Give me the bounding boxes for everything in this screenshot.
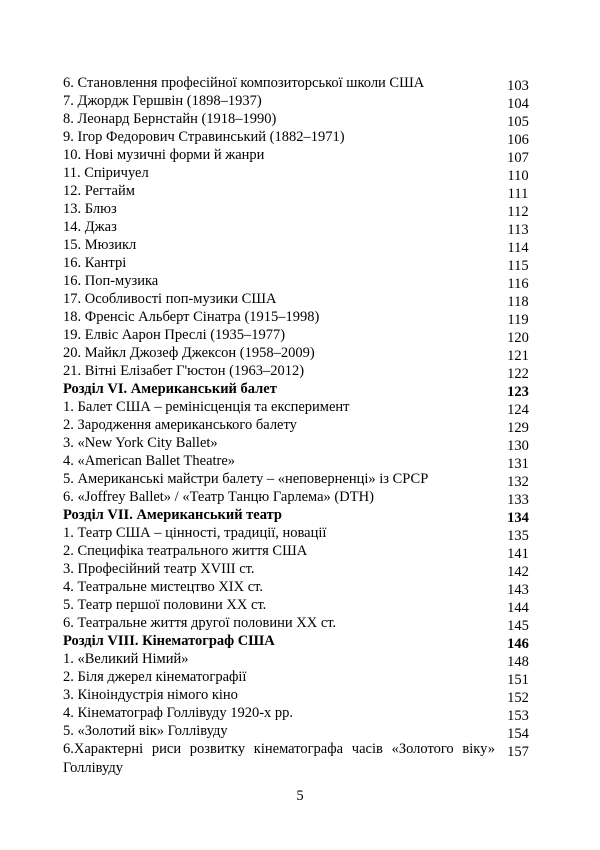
toc-entry-title: 2. Специфіка театрального життя США bbox=[63, 543, 308, 559]
toc-entry-page: 103 bbox=[507, 78, 529, 94]
toc-entry-title: 14. Джаз bbox=[63, 219, 117, 235]
toc-entry bbox=[63, 254, 537, 272]
toc-entry-page: 144 bbox=[507, 600, 529, 616]
toc-entry-page: 122 bbox=[507, 366, 529, 382]
table-of-contents bbox=[63, 74, 537, 778]
toc-entry-page: 110 bbox=[507, 168, 529, 184]
toc-entry bbox=[63, 668, 537, 686]
toc-entry bbox=[63, 272, 537, 290]
toc-entry-title: 9. Ігор Федорович Стравинський (1882–1971) bbox=[63, 129, 345, 145]
toc-entry-page: 119 bbox=[507, 312, 529, 328]
toc-entry bbox=[63, 488, 537, 506]
toc-entry-title: 17. Особливості поп-музики США bbox=[63, 291, 277, 307]
toc-entry bbox=[63, 200, 537, 218]
toc-entry bbox=[63, 326, 537, 344]
toc-entry bbox=[63, 362, 537, 380]
toc-entry-page: 131 bbox=[507, 456, 529, 472]
toc-entry-page: 153 bbox=[507, 708, 529, 724]
toc-section-heading bbox=[63, 632, 537, 650]
toc-entry-page: 133 bbox=[507, 492, 529, 508]
toc-entry-title: Розділ VI. Американський балет bbox=[63, 381, 277, 397]
toc-entry-title: 4. «American Ballet Theatre» bbox=[63, 453, 236, 469]
toc-entry-title: 5. Американські майстри балету – «неповерненці» із СРСР bbox=[63, 471, 429, 487]
toc-entry-page: 154 bbox=[507, 726, 529, 742]
toc-entry-title: 21. Вітні Елізабет Г'юстон (1963–2012) bbox=[63, 363, 305, 379]
toc-entry-title: 1. Театр США – цінності, традиції, новації bbox=[63, 525, 327, 541]
toc-entry bbox=[63, 308, 537, 326]
toc-entry-page: 112 bbox=[507, 204, 529, 220]
toc-entry-page: 152 bbox=[507, 690, 529, 706]
page-number: 5 bbox=[296, 788, 304, 804]
toc-entry-title: 3. Професійний театр XVIII ст. bbox=[63, 561, 255, 577]
toc-entry bbox=[63, 218, 537, 236]
toc-entry-title: 13. Блюз bbox=[63, 201, 117, 217]
toc-entry-title: 6. Становлення професійної композиторської школи США bbox=[63, 75, 425, 91]
toc-entry-page: 123 bbox=[507, 384, 529, 400]
toc-entry bbox=[63, 182, 537, 200]
toc-entry-title: Розділ VII. Американський театр bbox=[63, 507, 282, 523]
toc-entry-page: 132 bbox=[507, 474, 529, 490]
toc-entry bbox=[63, 236, 537, 254]
toc-entry-page: 134 bbox=[507, 510, 529, 526]
toc-entry bbox=[63, 452, 537, 470]
toc-entry-page: 135 bbox=[507, 528, 529, 544]
toc-entry-page: 116 bbox=[507, 276, 529, 292]
toc-entry-page: 114 bbox=[507, 240, 529, 256]
toc-entry bbox=[63, 542, 537, 560]
toc-entry-title: 1. Балет США – ремінісценція та експеримент bbox=[63, 399, 350, 415]
toc-entry-title: 1. «Великий Німий» bbox=[63, 651, 189, 667]
toc-entry-page: 143 bbox=[507, 582, 529, 598]
toc-entry bbox=[63, 164, 537, 182]
toc-entry bbox=[63, 650, 537, 668]
toc-entry-page: 104 bbox=[507, 96, 529, 112]
toc-entry-page: 105 bbox=[507, 114, 529, 130]
toc-entry-title: 5. «Золотий вік» Голлівуду bbox=[63, 723, 228, 739]
toc-entry-title: 18. Френсіс Альберт Сінатра (1915–1998) bbox=[63, 309, 320, 325]
toc-entry-page: 121 bbox=[507, 348, 529, 364]
toc-entry-title: 10. Нові музичні форми й жанри bbox=[63, 147, 265, 163]
toc-entry-page: 107 bbox=[507, 150, 529, 166]
toc-entry bbox=[63, 614, 537, 632]
toc-entry bbox=[63, 344, 537, 362]
toc-entry-page: 145 bbox=[507, 618, 529, 634]
toc-entry-page: 124 bbox=[507, 402, 529, 418]
toc-entry-title: 3. «New York City Ballet» bbox=[63, 435, 218, 451]
toc-entry-title: 11. Спіричуел bbox=[63, 165, 149, 181]
toc-entry-title: 2. Зародження американського балету bbox=[63, 417, 297, 433]
toc-entry-title: 4. Театральне мистецтво XIX ст. bbox=[63, 579, 264, 595]
toc-entry bbox=[63, 128, 537, 146]
toc-entry-page: 151 bbox=[507, 672, 529, 688]
toc-entry-title: 6. «Joffrey Ballet» / «Театр Танцю Гарлема» (DTH) bbox=[63, 489, 374, 505]
toc-entry bbox=[63, 110, 537, 128]
toc-entry bbox=[63, 434, 537, 452]
toc-entry-title: 3. Кіноіндустрія німого кіно bbox=[63, 687, 238, 703]
toc-entry-page: 120 bbox=[507, 330, 529, 346]
toc-entry bbox=[63, 92, 537, 110]
toc-entry-page: 141 bbox=[507, 546, 529, 562]
toc-entry-title: Розділ VIII. Кінематограф США bbox=[63, 633, 275, 649]
toc-entry-page: 146 bbox=[507, 636, 529, 652]
toc-entry-title: 4. Кінематограф Голлівуду 1920-х рр. bbox=[63, 705, 294, 721]
toc-entry-title: 16. Поп-музика bbox=[63, 273, 159, 289]
toc-entry bbox=[63, 524, 537, 542]
toc-entry bbox=[63, 740, 537, 778]
toc-entry bbox=[63, 686, 537, 704]
toc-entry bbox=[63, 578, 537, 596]
toc-entry-title: 6.Характерні риси розвитку кінематографа часів «Золотого віку» Голлівуду bbox=[63, 741, 495, 776]
toc-entry-title: 6. Театральне життя другої половини XX ст. bbox=[63, 615, 337, 631]
toc-entry-page: 129 bbox=[507, 420, 529, 436]
toc-entry-page: 113 bbox=[507, 222, 529, 238]
toc-entry bbox=[63, 74, 537, 92]
toc-entry-page: 115 bbox=[507, 258, 529, 274]
toc-entry-title: 19. Елвіс Аарон Преслі (1935–1977) bbox=[63, 327, 286, 343]
toc-entry-title: 15. Мюзикл bbox=[63, 237, 137, 253]
toc-entry-page: 142 bbox=[507, 564, 529, 580]
toc-entry bbox=[63, 146, 537, 164]
toc-entry bbox=[63, 704, 537, 722]
toc-entry bbox=[63, 470, 537, 488]
toc-entry-title: 2. Біля джерел кінематографії bbox=[63, 669, 247, 685]
toc-entry-page: 157 bbox=[507, 744, 529, 760]
toc-entry bbox=[63, 596, 537, 614]
toc-entry-page: 106 bbox=[507, 132, 529, 148]
toc-entry bbox=[63, 416, 537, 434]
toc-entry-title: 5. Театр першої половини XX ст. bbox=[63, 597, 267, 613]
toc-entry-page: 118 bbox=[507, 294, 529, 310]
toc-entry-title: 8. Леонард Бернстайн (1918–1990) bbox=[63, 111, 277, 127]
toc-entry-page: 130 bbox=[507, 438, 529, 454]
toc-entry-title: 7. Джордж Гершвін (1898–1937) bbox=[63, 93, 262, 109]
toc-section-heading bbox=[63, 506, 537, 524]
toc-entry bbox=[63, 722, 537, 740]
toc-entry-title: 20. Майкл Джозеф Джексон (1958–2009) bbox=[63, 345, 315, 361]
toc-entry-title: 16. Кантрі bbox=[63, 255, 127, 271]
toc-entry bbox=[63, 560, 537, 578]
toc-entry-page: 111 bbox=[507, 186, 529, 202]
toc-entry bbox=[63, 290, 537, 308]
toc-entry bbox=[63, 398, 537, 416]
toc-section-heading bbox=[63, 380, 537, 398]
toc-entry-title: 12. Регтайм bbox=[63, 183, 135, 199]
toc-entry-page: 148 bbox=[507, 654, 529, 670]
